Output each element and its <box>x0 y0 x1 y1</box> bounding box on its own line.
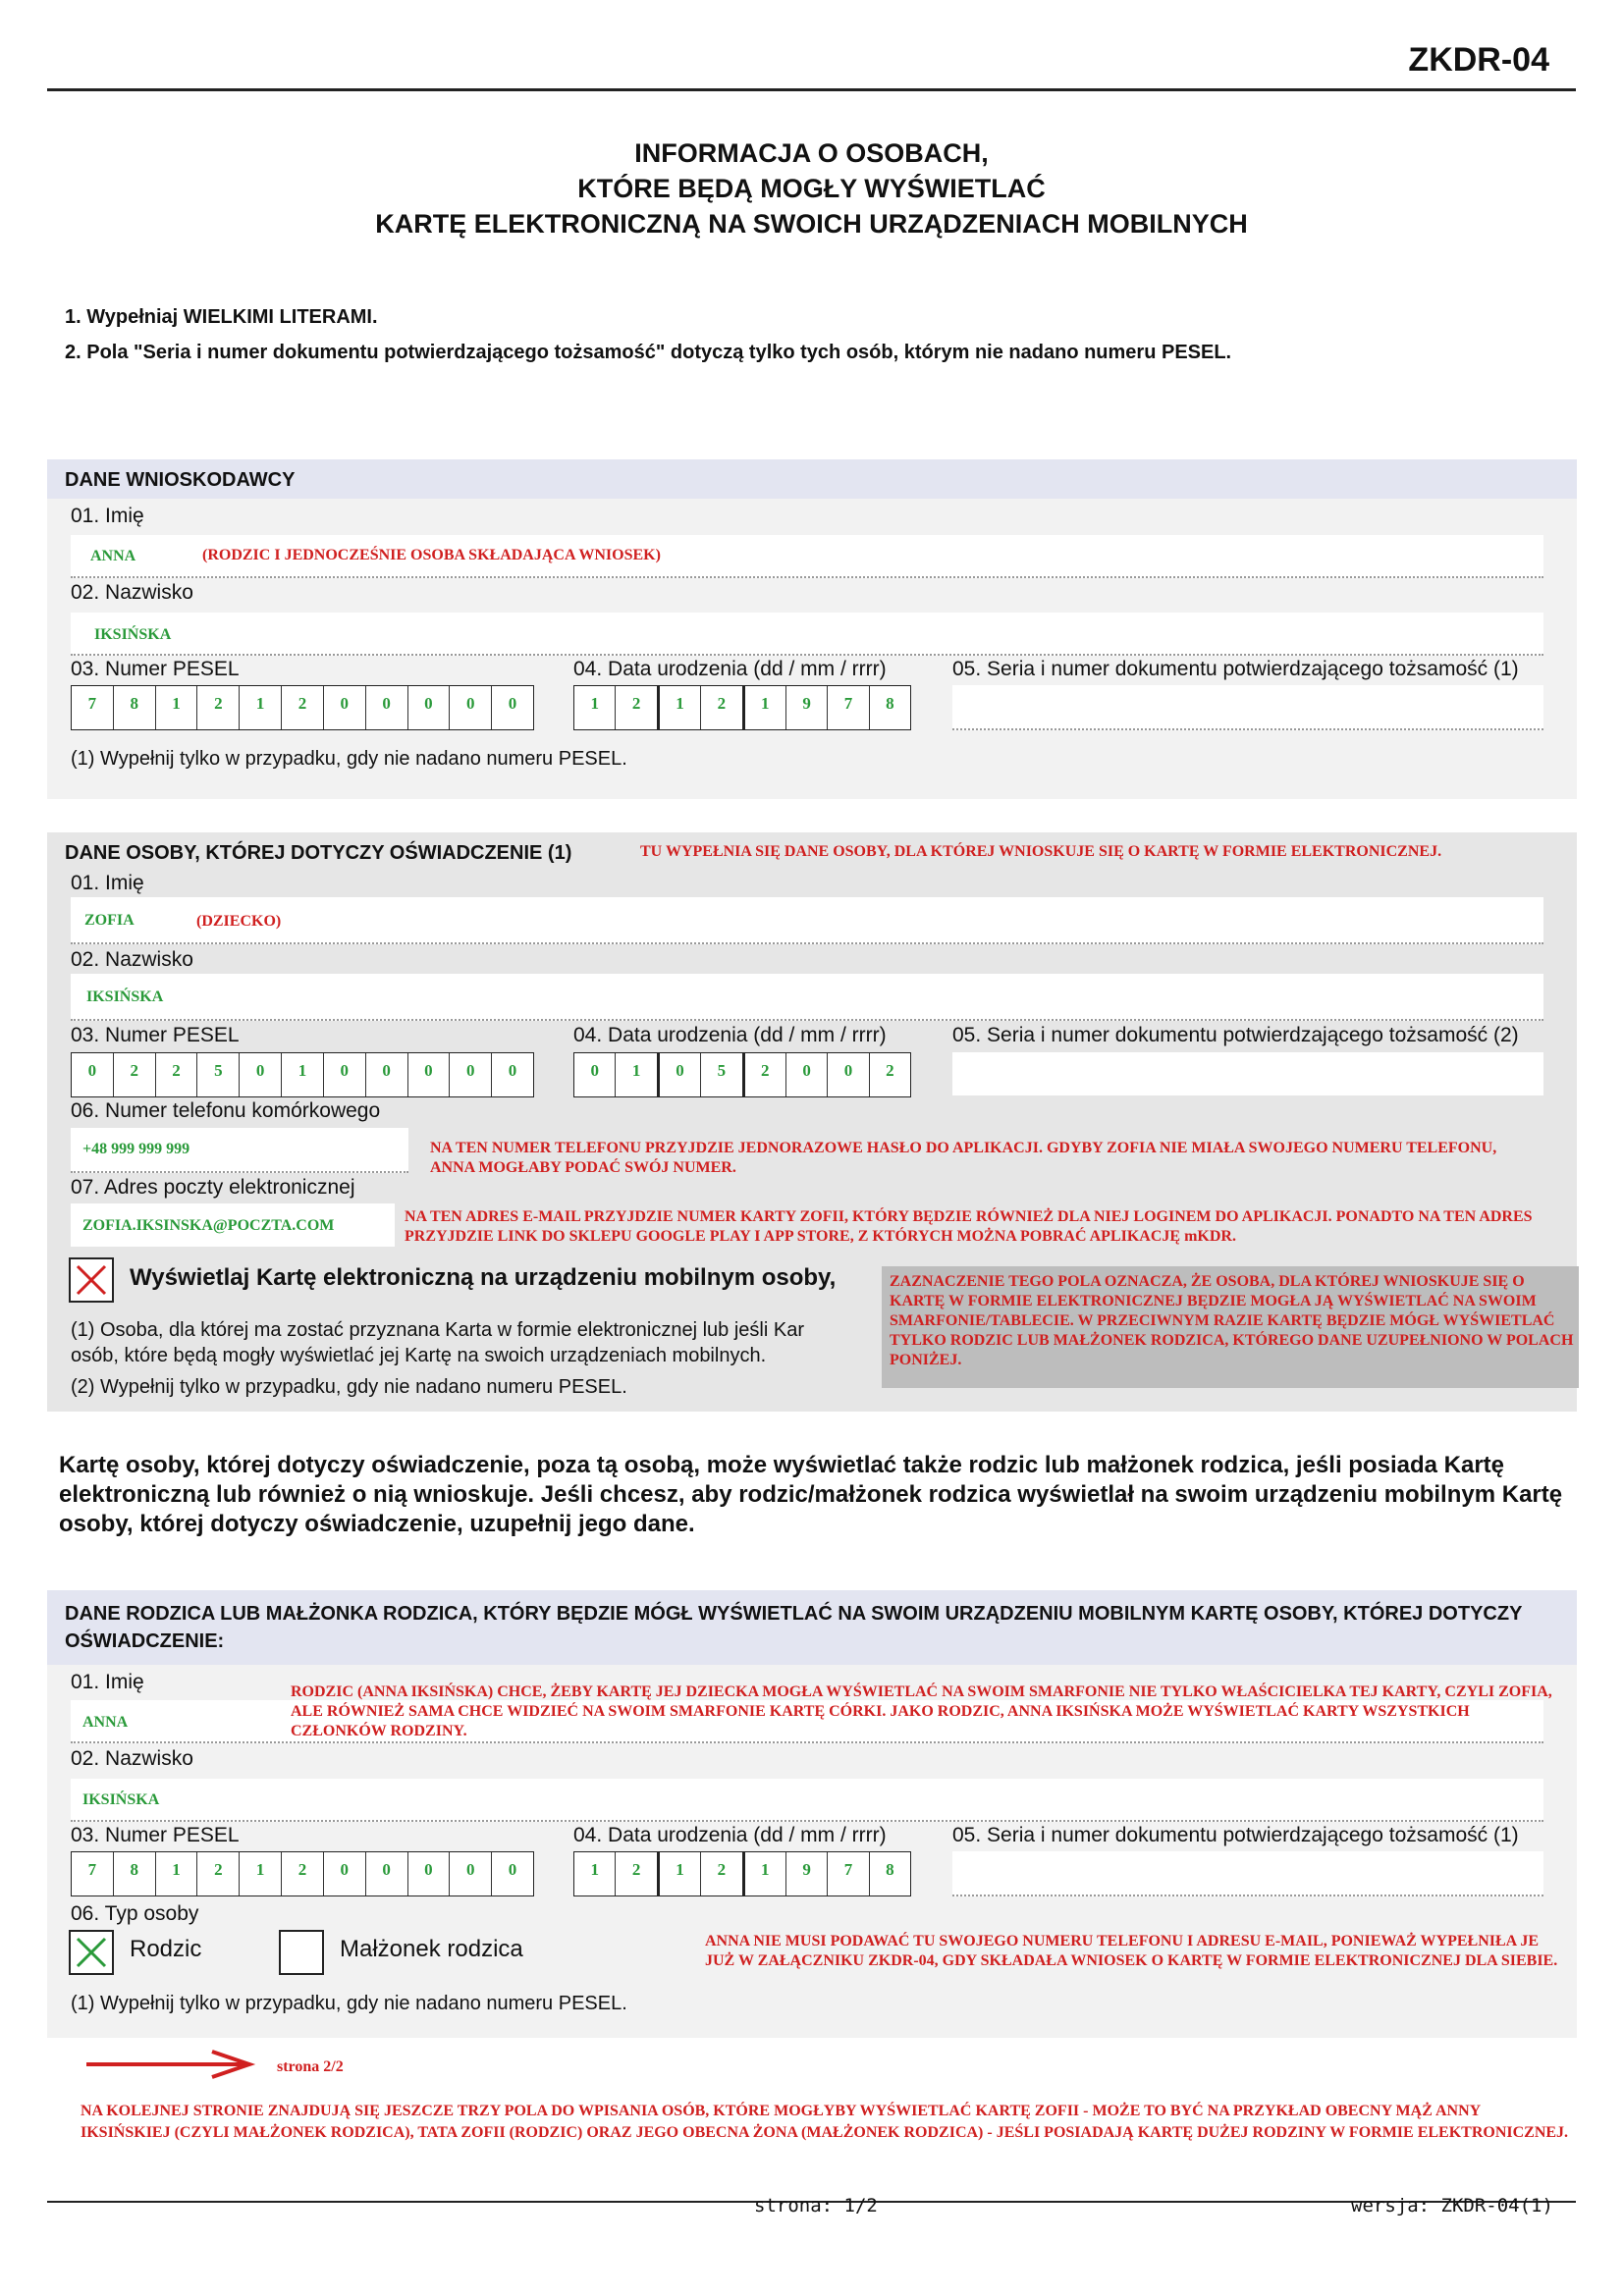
person-doc-label: 05. Seria i numer dokumentu potwierdzającego tożsamość (2) <box>952 1024 1519 1046</box>
next-page-label: strona 2/2 <box>277 2058 344 2075</box>
person-title: DANE OSOBY, KTÓREJ DOTYCZY OŚWIADCZENIE (1) <box>65 842 572 864</box>
person-phone-label: 06. Numer telefonu komórkowego <box>71 1099 381 1122</box>
top-rule <box>47 88 1576 91</box>
parent-last-name-field[interactable] <box>71 1779 1543 1822</box>
pesel-digit: 1 <box>282 1053 324 1096</box>
parent-pesel-field[interactable] <box>71 1851 534 1896</box>
parent-type-spouse-label: Małżonek rodzica <box>340 1936 523 1962</box>
pesel-digit: 2 <box>114 1053 156 1096</box>
dob-digit: 0 <box>786 1053 828 1096</box>
person-last-name-value: IKSIŃSKA <box>86 988 164 1005</box>
pesel-digit: 0 <box>408 1852 451 1896</box>
applicant-doc-field[interactable] <box>952 685 1543 730</box>
dob-digit: 0 <box>828 1053 869 1096</box>
footer-page: strona: 1/2 <box>754 2195 878 2216</box>
person-doc-field[interactable] <box>952 1052 1543 1095</box>
dob-digit: 9 <box>786 686 828 729</box>
pesel-digit: 7 <box>72 1852 114 1896</box>
pesel-digit: 8 <box>114 1852 156 1896</box>
dob-digit: 9 <box>786 1852 828 1896</box>
person-phone-value: +48 999 999 999 <box>82 1141 190 1157</box>
pesel-digit: 8 <box>114 686 156 729</box>
title-line-2: KTÓRE BĘDĄ MOGŁY WYŚWIETLAĆ <box>577 174 1046 203</box>
parent-dob-label: 04. Data urodzenia (dd / mm / rrrr) <box>573 1824 887 1846</box>
pesel-digit: 0 <box>508 1061 517 1080</box>
person-dob-label: 04. Data urodzenia (dd / mm / rrrr) <box>573 1024 887 1046</box>
parent-type-rodzic-label: Rodzic <box>130 1936 202 1962</box>
instruction-2: 2. Pola "Seria i numer dokumentu potwierdzającego tożsamość" dotyczą tylko tych osób, którym nie nadano numeru PESEL. <box>65 342 1232 363</box>
instruction-1: 1. Wypełniaj WIELKIMI LITERAMI. <box>65 306 378 328</box>
checkbox-note: ZAZNACZENIE TEGO POLA OZNACZA, ŻE OSOBA, DLA KTÓREJ WNIOSKUJE SIĘ O KARTĘ W FORMIE ELEKTRONICZNEJ BĘDZIE MOGŁA JĄ WYŚWIETLAĆ NA SWOIM SMARFONIE/TABLECIE. W PRZECIWNYM RAZIE KARTĘ BĘDZIE MÓGŁ WYŚWIETLAĆ TYLKO RODZIC LUB MAŁŻONEK RODZICA, KTÓREGO DANE UZUPEŁNIONO W POLACH PONIŻEJ. <box>890 1273 1574 1368</box>
pesel-digit: 2 <box>197 1852 240 1896</box>
parent-first-name-value: ANNA <box>82 1714 129 1731</box>
pesel-digit: 2 <box>282 686 324 729</box>
bottom-note: NA KOLEJNEJ STRONIE ZNAJDUJĄ SIĘ JESZCZE TRZY POLA DO WPISANIA OSÓB, KTÓRE MOGŁYBY WYŚWIETLAĆ KARTĘ ZOFII - MOŻE TO BYĆ NA PRZYKŁAD OBECNY MĄŻ ANNY IKSIŃSKIEJ (CZYLI MAŁŻONEK RODZICA), TATA ZOFII (RODZIC) ORAZ JEGO OBECNA ŻONA (MAŁŻONEK RODZICA) - JEŚLI POSIADAJĄ KARTĘ DUŻEJ RODZINY W FORMIE ELEKTRONICZNEJ. <box>81 2103 1569 2141</box>
title-line-3: KARTĘ ELEKTRONICZNĄ NA SWOICH URZĄDZENIACH MOBILNYCH <box>375 209 1248 239</box>
pesel-digit: 0 <box>366 1852 408 1896</box>
dob-digit: 2 <box>701 686 744 729</box>
parent-doc-field[interactable] <box>952 1851 1543 1896</box>
dob-digit: 1 <box>745 686 786 729</box>
parent-name-note: RODZIC (ANNA IKSIŃSKA) CHCE, ŻEBY KARTĘ JEJ DZIECKA MOGŁA WYŚWIETLAĆ NA SWOIM SMARFONIE NIE TYLKO WŁAŚCICIELKA TEJ KARTY, CZYLI ZOFIA, ALE RÓWNIEŻ SAMA CHCE WIDZIEĆ NA SWOIM SMARFONIE KARTĘ CÓRKI. JAKO RODZIC, ANNA IKSIŃSKA MOŻE WYŚWIETLAĆ KARTY WSZYSTKICH CZŁONKÓW RODZINY. <box>291 1683 1552 1739</box>
applicant-first-name-value: ANNA <box>90 548 136 564</box>
form-code: ZKDR-04 <box>1408 41 1549 79</box>
applicant-first-name-label: 01. Imię <box>71 505 144 527</box>
pesel-digit: 0 <box>508 1860 517 1879</box>
pesel-digit: 1 <box>240 1852 282 1896</box>
dob-digit: 1 <box>574 686 616 729</box>
dob-digit: 1 <box>616 1053 659 1096</box>
parent-first-name-label: 01. Imię <box>71 1671 144 1693</box>
pesel-digit: 0 <box>324 1053 366 1096</box>
pesel-digit: 0 <box>408 1053 451 1096</box>
pesel-digit: 2 <box>197 686 240 729</box>
person-footnote-2: (2) Wypełnij tylko w przypadku, gdy nie nadano numeru PESEL. <box>71 1376 627 1398</box>
pesel-digit: 0 <box>366 1053 408 1096</box>
person-pesel-label: 03. Numer PESEL <box>71 1024 240 1046</box>
dob-digit: 7 <box>828 1852 869 1896</box>
person-first-name-field[interactable] <box>71 897 1543 944</box>
red-arrow-icon <box>81 2048 257 2081</box>
pesel-digit: 0 <box>408 686 451 729</box>
applicant-pesel-field[interactable] <box>71 685 534 730</box>
parent-type-label: 06. Typ osoby <box>71 1902 199 1925</box>
pesel-digit: 0 <box>450 1053 492 1096</box>
applicant-footnote: (1) Wypełnij tylko w przypadku, gdy nie nadano numeru PESEL. <box>71 748 627 770</box>
parent-last-name-label: 02. Nazwisko <box>71 1747 193 1770</box>
dob-digit: 1 <box>660 686 701 729</box>
parent-type-spouse-checkbox[interactable] <box>279 1930 324 1975</box>
parent-explanation: Kartę osoby, której dotyczy oświadczenie, poza tą osobą, może wyświetlać także rodzic lub małżonek rodzica, jeśli posiada Kartę elektroniczną lub również o nią wnioskuje. Jeśli chcesz, aby rodzic/małżonek rodzica wyświetlał na swoim urządzeniu mobilnym Kartę osoby, której dotyczy oświadczenie, uzupełnij jego dane. <box>59 1452 1563 1537</box>
checkbox-x-icon <box>71 1932 112 1973</box>
pesel-digit: 0 <box>72 1053 114 1096</box>
pesel-digit: 0 <box>450 1852 492 1896</box>
parent-last-name-value: IKSIŃSKA <box>82 1791 160 1808</box>
applicant-doc-label: 05. Seria i numer dokumentu potwierdzającego tożsamość (1) <box>952 658 1519 680</box>
person-email-value: ZOFIA.IKSINSKA@POCZTA.COM <box>82 1217 335 1234</box>
parent-type-note: ANNA NIE MUSI PODAWAĆ TU SWOJEGO NUMERU TELEFONU I ADRESU E-MAIL, PONIEWAŻ WYPEŁNIŁA JE JUŻ W ZAŁĄCZNIKU ZKDR-04, GDY SKŁADAŁA WNIOSEK O KARTĘ W FORMIE ELEKTRONICZNEJ DLA SIEBIE. <box>705 1933 1558 1969</box>
person-dob-field[interactable] <box>573 1052 911 1097</box>
display-card-checkbox[interactable] <box>69 1257 114 1303</box>
checkbox-x-icon <box>71 1259 112 1301</box>
person-phone-note: NA TEN NUMER TELEFONU PRZYJDZIE JEDNORAZOWE HASŁO DO APLIKACJI. GDYBY ZOFIA NIE MIAŁA SWOJEGO NUMERU TELEFONU, ANNA MOGŁABY PODAĆ SWÓJ NUMER. <box>430 1140 1497 1176</box>
pesel-digit: 0 <box>450 686 492 729</box>
parent-footnote: (1) Wypełnij tylko w przypadku, gdy nie nadano numeru PESEL. <box>71 1993 627 2014</box>
title-line-1: INFORMACJA O OSOBACH, <box>634 138 989 168</box>
pesel-digit: 0 <box>324 1852 366 1896</box>
footer-version: wersja: ZKDR-04(1) <box>1351 2195 1553 2216</box>
person-section-note: TU WYPEŁNIA SIĘ DANE OSOBY, DLA KTÓREJ WNIOSKUJE SIĘ O KARTĘ W FORMIE ELEKTRONICZNEJ. <box>640 843 1442 860</box>
applicant-first-name-note: (RODZIC I JEDNOCZEŚNIE OSOBA SKŁADAJĄCA WNIOSEK) <box>202 547 661 563</box>
dob-digit: 2 <box>616 686 659 729</box>
person-first-name-value: ZOFIA <box>84 912 135 929</box>
person-email-note: NA TEN ADRES E-MAIL PRZYJDZIE NUMER KARTY ZOFII, KTÓRY BĘDZIE RÓWNIEŻ DLA NIEJ LOGINEM DO APLIKACJI. PONADTO NA TEN ADRES PRZYJDZIE LINK DO SKLEPU GOOGLE PLAY I APP STORE, Z KTÓRYCH MOŻNA POBRAĆ APLIKACJĘ mKDR. <box>405 1208 1533 1245</box>
parent-dob-field[interactable] <box>573 1851 911 1896</box>
dob-digit: 5 <box>701 1053 744 1096</box>
dob-digit: 8 <box>886 1860 894 1879</box>
applicant-last-name-value: IKSIŃSKA <box>94 626 172 643</box>
person-last-name-label: 02. Nazwisko <box>71 948 193 971</box>
dob-digit: 1 <box>574 1852 616 1896</box>
pesel-digit: 1 <box>156 686 198 729</box>
parent-title: DANE RODZICA LUB MAŁŻONKA RODZICA, KTÓRY BĘDZIE MÓGŁ WYŚWIETLAĆ NA SWOIM URZĄDZENIU MOBILNYM KARTĘ OSOBY, KTÓREJ DOTYCZY OŚWIADCZENIE: <box>65 1603 1523 1652</box>
person-first-name-note: (DZIECKO) <box>196 913 282 930</box>
dob-digit: 2 <box>701 1852 744 1896</box>
display-card-label: Wyświetlaj Kartę elektroniczną na urządzeniu mobilnym osoby, <box>130 1264 837 1291</box>
pesel-digit: 2 <box>282 1852 324 1896</box>
pesel-digit: 5 <box>197 1053 240 1096</box>
dob-digit: 1 <box>660 1852 701 1896</box>
applicant-title: DANE WNIOSKODAWCY <box>65 469 296 491</box>
page-title <box>0 135 1623 241</box>
dob-digit: 7 <box>828 686 869 729</box>
pesel-digit: 7 <box>72 686 114 729</box>
person-footnote-1b: osób, które będą mogły wyświetlać jej Kartę na swoich urządzeniach mobilnych. <box>71 1345 767 1366</box>
pesel-digit: 0 <box>324 686 366 729</box>
applicant-last-name-label: 02. Nazwisko <box>71 581 193 604</box>
parent-pesel-label: 03. Numer PESEL <box>71 1824 240 1846</box>
pesel-digit: 0 <box>508 694 517 713</box>
dob-digit: 0 <box>660 1053 701 1096</box>
person-last-name-field[interactable] <box>71 974 1543 1021</box>
parent-doc-label: 05. Seria i numer dokumentu potwierdzającego tożsamość (1) <box>952 1824 1519 1846</box>
person-pesel-field[interactable] <box>71 1052 534 1097</box>
person-footnote-1a: (1) Osoba, dla której ma zostać przyznana Karta w formie elektronicznej lub jeśli Kar <box>71 1319 804 1341</box>
dob-digit: 2 <box>745 1053 786 1096</box>
dob-digit: 2 <box>886 1061 894 1080</box>
applicant-pesel-label: 03. Numer PESEL <box>71 658 240 680</box>
pesel-digit: 1 <box>156 1852 198 1896</box>
dob-digit: 2 <box>616 1852 659 1896</box>
applicant-dob-label: 04. Data urodzenia (dd / mm / rrrr) <box>573 658 887 680</box>
applicant-last-name-field[interactable] <box>71 613 1543 656</box>
pesel-digit: 1 <box>240 686 282 729</box>
pesel-digit: 2 <box>156 1053 198 1096</box>
dob-digit: 8 <box>886 694 894 713</box>
pesel-digit: 0 <box>366 686 408 729</box>
parent-type-rodzic-checkbox[interactable] <box>69 1930 114 1975</box>
dob-digit: 0 <box>574 1053 616 1096</box>
person-email-label: 07. Adres poczty elektronicznej <box>71 1176 355 1199</box>
applicant-dob-field[interactable] <box>573 685 911 730</box>
pesel-digit: 0 <box>240 1053 282 1096</box>
person-first-name-label: 01. Imię <box>71 872 144 894</box>
dob-digit: 1 <box>745 1852 786 1896</box>
